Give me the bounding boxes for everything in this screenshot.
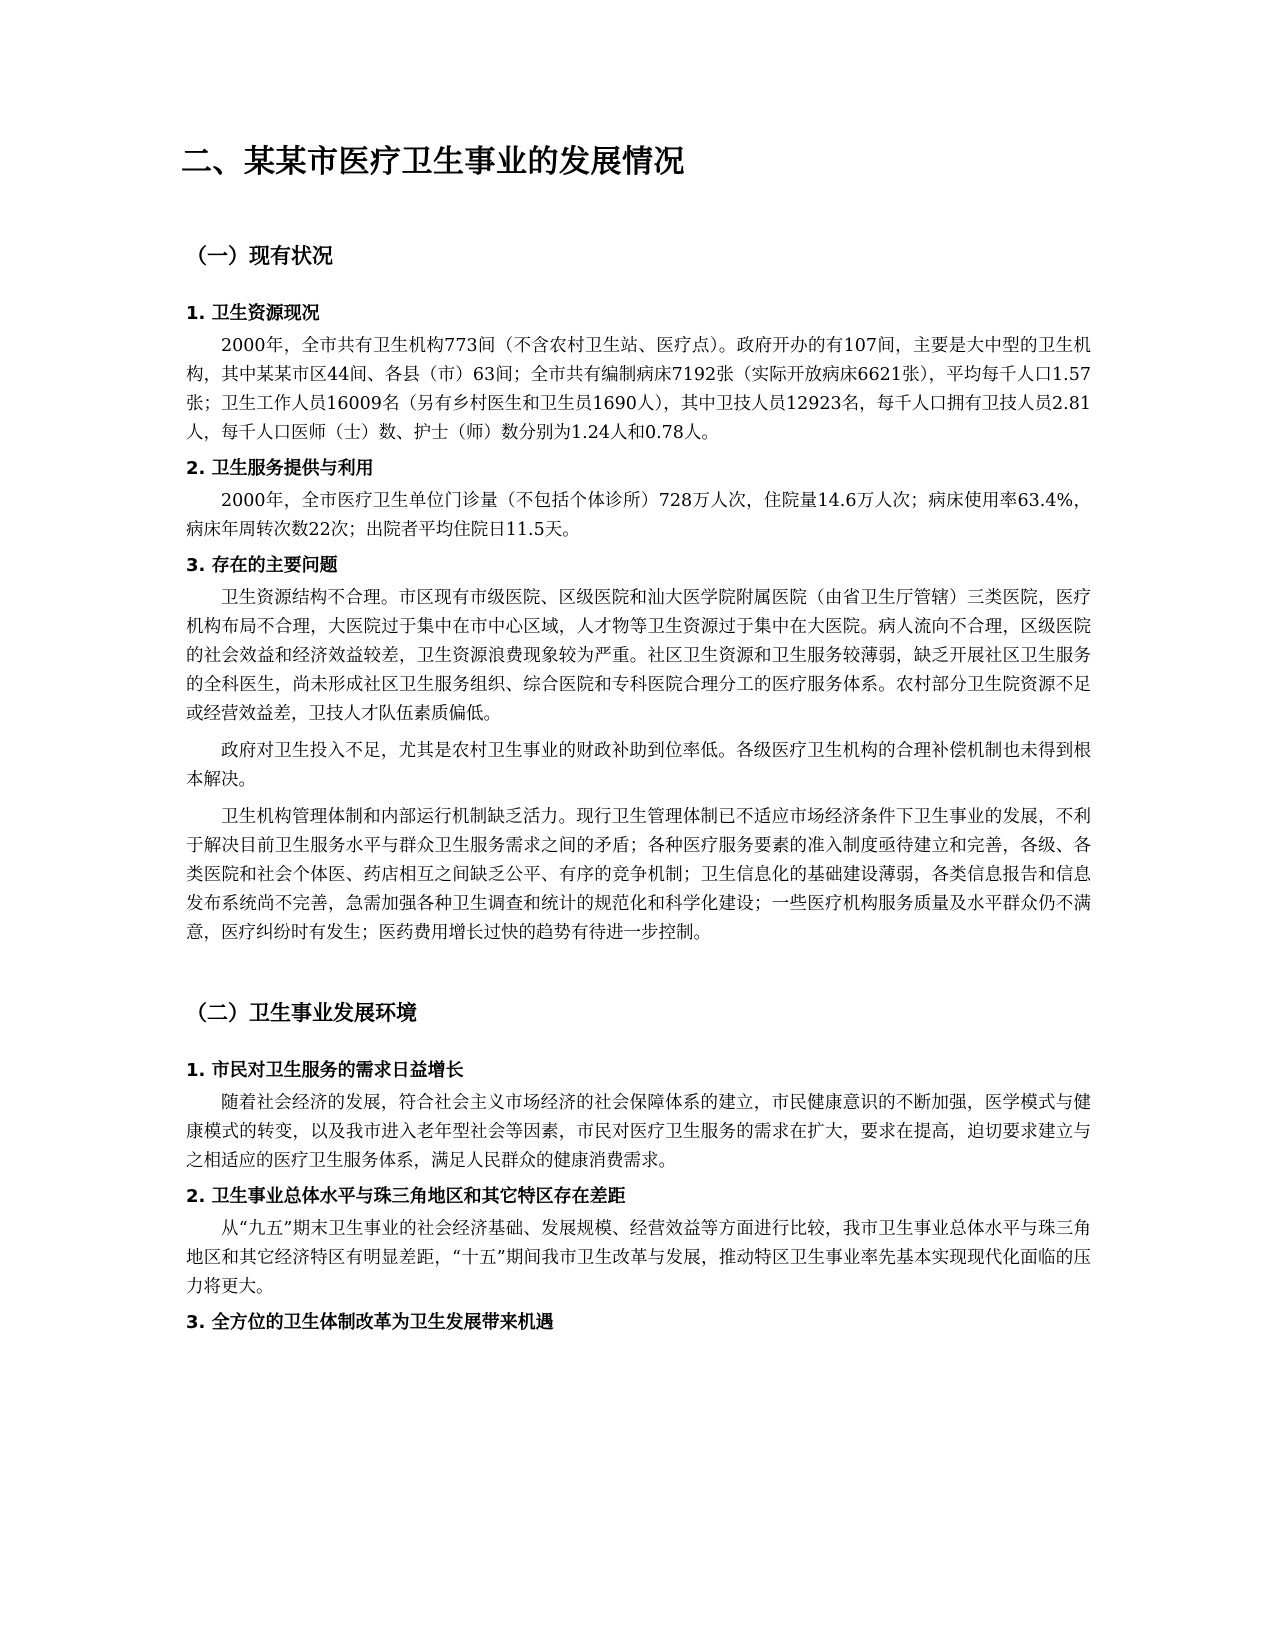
paragraph-service-provision: 2000年，全市医疗卫生单位门诊量（不包括个体诊所）728万人次，住院量14.6万人次；病床使用率63.4%，病床年周转次数22次；出院者平均住院日11.5天。 xyxy=(186,491,1091,540)
document-page xyxy=(181,140,1091,1341)
subheading-regional-gap: 2. 卫生事业总体水平与珠三角地区和其它特区存在差距 xyxy=(186,1186,626,1207)
subheading-main-problems: 3. 存在的主要问题 xyxy=(186,555,338,576)
paragraph-health-resources: 2000年，全市共有卫生机构773间（不含农村卫生站、医疗点）。政府开办的有107间，主要是大中型的卫生机构，其中某某市区44间、各县（市）63间；全市共有编制病床7192张（实际开放病床6621张），平均每千人口1.57张；卫生工作人员16009名（另有乡村医生和卫生员1690人），其中卫技人员12923名，每千人口拥有卫技人员2.81人，每千人口医师（士）数、护士（师）数分别为1.24人和0.78人。 xyxy=(186,336,1091,443)
document-title: 二、某某市医疗卫生事业的发展情况 xyxy=(181,144,685,180)
paragraph-regional-gap: 从“九五”期末卫生事业的社会经济基础、发展规模、经营效益等方面进行比较，我市卫生事业总体水平与珠三角地区和其它经济特区有明显差距，“十五”期间我市卫生改革与发展，推动特区卫生事业率先基本实现现代化面临的压力将更大。 xyxy=(186,1219,1091,1297)
subheading-reform-opportunity: 3. 全方位的卫生体制改革为卫生发展带来机遇 xyxy=(186,1312,554,1333)
paragraph-growing-demand: 随着社会经济的发展，符合社会主义市场经济的社会保障体系的建立，市民健康意识的不断加强，医学模式与健康模式的转变，以及我市进入老年型社会等因素，市民对医疗卫生服务的需求在扩大，要求在提高，迫切要求建立与之相适应的医疗卫生服务体系，满足人民群众的健康消费需求。 xyxy=(186,1093,1091,1171)
paragraph-management-system: 卫生机构管理体制和内部运行机制缺乏活力。现行卫生管理体制已不适应市场经济条件下卫生事业的发展，不利于解决目前卫生服务水平与群众卫生服务需求之间的矛盾；各种医疗服务要素的准入制度亟待建立和完善，各级、各类医院和社会个体医、药店相互之间缺乏公平、有序的竞争机制；卫生信息化的基础建设薄弱，各类信息报告和信息发布系统尚不完善，急需加强各种卫生调查和统计的规范化和科学化建设；一些医疗机构服务质量及水平群众仍不满意，医疗纠纷时有发生；医药费用增长过快的趋势有待进一步控制。 xyxy=(186,807,1091,943)
paragraph-government-investment: 政府对卫生投入不足，尤其是农村卫生事业的财政补助到位率低。各级医疗卫生机构的合理补偿机制也未得到根本解决。 xyxy=(186,741,1091,790)
section-heading-development-environment: （二）卫生事业发展环境 xyxy=(186,1001,417,1025)
paragraph-resource-structure: 卫生资源结构不合理。市区现有市级医院、区级医院和汕大医学院附属医院（由省卫生厅管辖）三类医院，医疗机构布局不合理，大医院过于集中在市中心区域，人才物等卫生资源过于集中在大医院。病人流向不合理，区级医院的社会效益和经济效益较差，卫生资源浪费现象较为严重。社区卫生资源和卫生服务较薄弱，缺乏开展社区卫生服务的全科医生，尚未形成社区卫生服务组织、综合医院和专科医院合理分工的医疗服务体系。农村部分卫生院资源不足或经营效益差，卫技人才队伍素质偏低。 xyxy=(186,588,1091,724)
section-heading-current-status: （一）现有状况 xyxy=(186,244,333,268)
subheading-growing-demand: 1. 市民对卫生服务的需求日益增长 xyxy=(186,1060,464,1081)
subheading-health-resources: 1. 卫生资源现况 xyxy=(186,303,320,324)
subheading-service-provision: 2. 卫生服务提供与利用 xyxy=(186,458,374,479)
